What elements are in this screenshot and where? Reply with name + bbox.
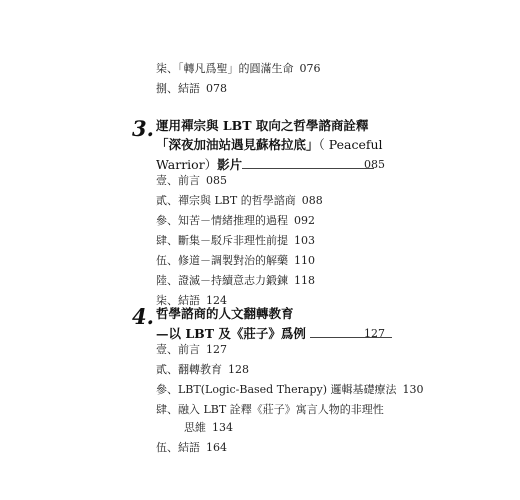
entry-label: 捌、結語 xyxy=(156,82,200,95)
entry-page: 078 xyxy=(206,82,227,95)
entry-label: 壹、前言 xyxy=(156,343,200,356)
chapter-title-english: （ Peaceful xyxy=(318,137,383,152)
entry-page: 130 xyxy=(402,383,424,396)
entry-page: 076 xyxy=(299,62,321,75)
entry-label: 陸、證滅－持續意志力鍛鍊 xyxy=(156,274,288,287)
toc-entry xyxy=(156,62,321,76)
toc-entry xyxy=(156,274,315,288)
entry-page: 110 xyxy=(294,254,315,267)
chapter-number: 3. xyxy=(132,116,154,141)
chapter-title-line-3 xyxy=(156,156,374,173)
toc-entry xyxy=(156,343,227,357)
toc-entry xyxy=(156,214,315,228)
entry-label: 思維 xyxy=(184,421,206,434)
chapter-page: 085 xyxy=(364,158,385,171)
toc-entry xyxy=(156,234,315,248)
toc-entry xyxy=(156,82,227,96)
entry-page: 118 xyxy=(294,274,315,287)
entry-page: 124 xyxy=(206,294,227,307)
toc-entry xyxy=(156,194,323,208)
entry-label: 壹、前言 xyxy=(156,174,200,187)
entry-label: 參、知苦－情緒推理的過程 xyxy=(156,214,288,227)
leader-rule xyxy=(242,156,374,169)
entry-page: 127 xyxy=(206,343,227,356)
entry-page: 164 xyxy=(206,441,227,454)
chapter-page: 127 xyxy=(364,327,385,340)
chapter-title-line-2 xyxy=(156,325,392,342)
entry-page: 103 xyxy=(294,234,315,247)
entry-label: 參、LBT(Logic-Based Therapy) 邏輯基礎療法 xyxy=(156,383,397,396)
entry-page: 088 xyxy=(301,194,323,207)
entry-page: 128 xyxy=(228,363,249,376)
toc-entry xyxy=(156,441,227,455)
entry-label: 柒、結語 xyxy=(156,294,200,307)
entry-label: 伍、修道－調製對治的解藥 xyxy=(156,254,288,267)
chapter-title-line-1: 哲學諮商的人文翻轉教育 xyxy=(156,306,294,321)
chapter-title-english: Warrior） xyxy=(156,157,218,172)
entry-label: 伍、結語 xyxy=(156,441,200,454)
chapter-number: 4. xyxy=(132,304,154,329)
entry-label: 柒、「轉凡爲聖」的圓滿生命 xyxy=(156,62,294,75)
chapter-subtitle: —以 LBT 及《莊子》爲例 xyxy=(156,326,306,341)
chapter-title-film: 「深夜加油站遇見蘇格拉底」 xyxy=(156,137,319,152)
toc-entry-continuation xyxy=(184,421,233,435)
entry-page: 085 xyxy=(206,174,227,187)
entry-label: 貳、禪宗與 LBT 的哲學諮商 xyxy=(156,194,296,207)
chapter-title-line-2 xyxy=(156,137,383,153)
entry-label: 肆、融入 LBT 詮釋《莊子》寓言人物的非理性 xyxy=(156,403,384,416)
entry-page: 134 xyxy=(212,421,233,434)
chapter-title-line-1: 運用禪宗與 LBT 取向之哲學諮商詮釋 xyxy=(156,118,369,133)
entry-label: 肆、斷集－駁斥非理性前提 xyxy=(156,234,288,247)
entry-page: 092 xyxy=(294,214,315,227)
chapter-title-suffix: 影片 xyxy=(217,157,243,172)
entry-label: 貳、翻轉教育 xyxy=(156,363,222,376)
toc-entry xyxy=(156,383,424,397)
toc-entry xyxy=(156,363,249,377)
toc-entry xyxy=(156,403,384,417)
toc-entry xyxy=(156,254,315,268)
toc-entry xyxy=(156,174,227,188)
